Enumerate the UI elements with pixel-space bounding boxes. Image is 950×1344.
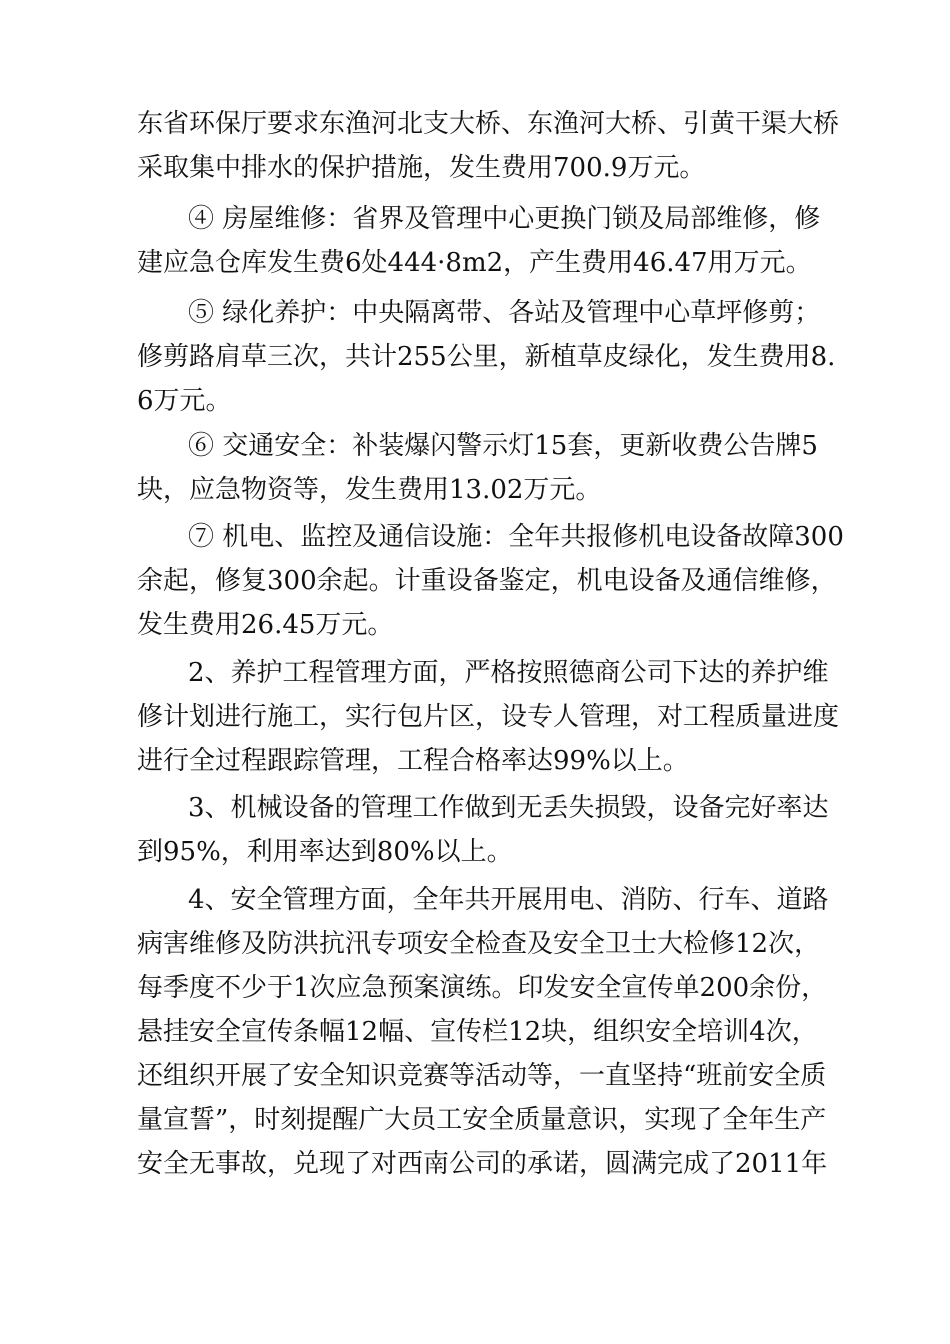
text-line: 每季度不少于1次应急预案演练。印发安全宣传单200余份， [137,973,828,1003]
text-line: 到95%，利用率达到80%以上。 [137,837,513,867]
text-line: 建应急仓库发生费6处444·8m2，产生费用46.47用万元。 [137,248,812,278]
text-line: 进行全过程跟踪管理，工程合格率达99%以上。 [137,746,689,776]
text-line: 修剪路肩草三次，共计255公里，新植草皮绿化，发生费用8. [137,342,836,372]
text-line: 悬挂安全宣传条幅12幅、宣传栏12块，组织安全培训4次， [137,1017,818,1047]
text-line: ⑤ 绿化养护：中央隔离带、各站及管理中心草坪修剪； [188,298,821,328]
text-line: 还组织开展了安全知识竞赛等活动等，一直坚持“班前安全质 [137,1061,827,1091]
text-line: 余起，修复300余起。计重设备鉴定，机电设备及通信维修， [137,566,837,596]
text-line: 6万元。 [137,386,232,416]
text-line: ⑦ 机电、监控及通信设施：全年共报修机电设备故障300 [188,522,844,552]
text-line: 采取集中排水的保护措施，发生费用700.9万元。 [137,153,706,183]
text-line: 修计划进行施工，实行包片区，设专人管理，对工程质量进度 [137,702,840,732]
text-line: 块，应急物资等，发生费用13.02万元。 [137,475,602,505]
text-line: 发生费用26.45万元。 [137,610,394,640]
text-line: 量宣誓”，时刻提醒广大员工安全质量意识，实现了全年生产 [137,1105,827,1135]
text-line: 安全无事故，兑现了对西南公司的承诺，圆满完成了2011年 [137,1149,828,1179]
text-line: 2、养护工程管理方面，严格按照德商公司下达的养护维 [188,658,829,688]
text-line: 东省环保厅要求东渔河北支大桥、东渔河大桥、引黄干渠大桥 [137,109,840,139]
text-line: 3、机械设备的管理工作做到无丢失损毁，设备完好率达 [188,793,829,823]
text-line: ④ 房屋维修：省界及管理中心更换门锁及局部维修，修 [188,204,821,234]
text-line: 病害维修及防洪抗汛专项安全检查及安全卫士大检修12次， [137,929,821,959]
text-line: ⑥ 交通安全：补装爆闪警示灯15套，更新收费公告牌5 [188,431,818,461]
text-line: 4、安全管理方面，全年共开展用电、消防、行车、道路 [188,885,829,915]
